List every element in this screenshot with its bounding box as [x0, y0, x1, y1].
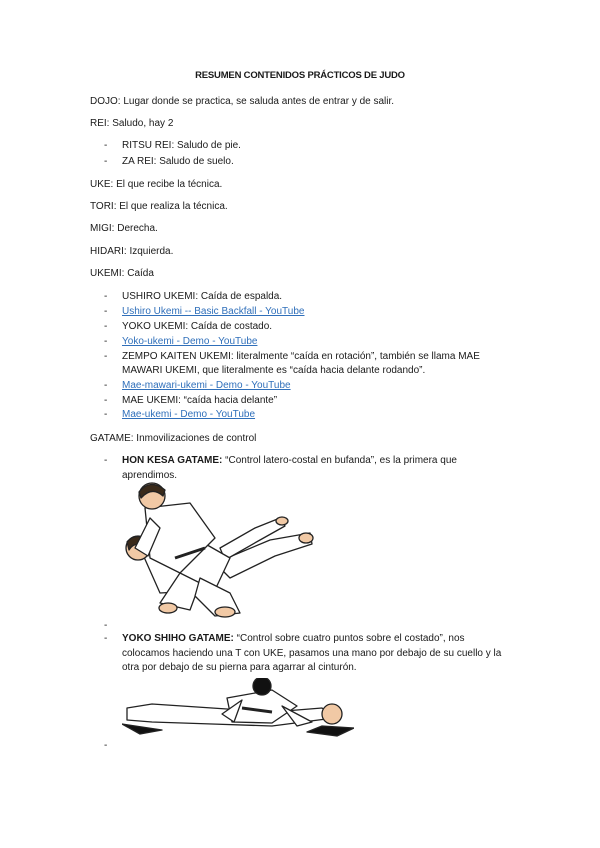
list-dash: - — [104, 455, 108, 466]
yoko-shiho-gatame-item — [122, 632, 502, 676]
tori-definition: TORI: El que realiza la técnica. — [90, 201, 228, 212]
list-dash: - — [104, 380, 108, 391]
list-dash: - — [104, 409, 108, 420]
link-ushiro-ukemi-video[interactable]: Ushiro Ukemi -- Basic Backfall - YouTube — [122, 306, 305, 317]
list-dash: - — [104, 395, 108, 406]
link-mae-ukemi-video[interactable]: Mae-ukemi - Demo - YouTube — [122, 409, 256, 420]
migi-definition: MIGI: Derecha. — [90, 223, 158, 234]
ukemi-item-mae: MAE UKEMI: “caída hacia delante” — [122, 395, 278, 406]
ukemi-item-zempo-line2: MAWARI UKEMI, que literalmente es “caída hacia delante rodando”. — [122, 365, 426, 376]
list-dash: - — [104, 306, 108, 317]
link-mae-mawari-ukemi-video[interactable]: Mae-mawari-ukemi - Demo - YouTube — [122, 380, 291, 391]
ukemi-definition: UKEMI: Caída — [90, 268, 154, 279]
ukemi-item-ushiro: USHIRO UKEMI: Caída de espalda. — [122, 291, 283, 302]
page-title: RESUMEN CONTENIDOS PRÁCTICOS DE JUDO — [195, 70, 405, 81]
yoko-shiho-gatame-label: YOKO SHIHO GATAME: — [122, 633, 234, 644]
gatame-definition: GATAME: Inmovilizaciones de control — [90, 433, 257, 444]
list-dash: - — [104, 291, 108, 302]
list-dash: - — [104, 351, 108, 362]
yoko-shiho-gatame-text: “Control sobre cuatro puntos sobre el costado”, nos colocamos haciendo una T con UKE, pasamos una mano por debajo de su cuello y la otra por debajo de su pierna para agarrar al cinturón. — [122, 633, 502, 673]
hon-kesa-gatame-label: HON KESA GATAME: — [122, 455, 223, 466]
list-dash: - — [104, 321, 108, 332]
uke-definition: UKE: El que recibe la técnica. — [90, 179, 223, 190]
rei-definition: REI: Saludo, hay 2 — [90, 118, 174, 129]
hon-kesa-gatame-illustration — [120, 478, 315, 618]
ukemi-item-yoko: YOKO UKEMI: Caída de costado. — [122, 321, 273, 332]
rei-item-za: ZA REI: Saludo de suelo. — [122, 156, 234, 167]
list-dash: - — [104, 740, 108, 751]
list-dash: - — [104, 336, 108, 347]
rei-item-ritsu: RITSU REI: Saludo de pie. — [122, 140, 241, 151]
list-dash: - — [104, 156, 108, 167]
hon-kesa-gatame-text: “Control latero-costal en bufanda”, es la primera que aprendimos. — [122, 455, 457, 481]
list-dash: - — [104, 620, 108, 631]
list-dash: - — [104, 140, 108, 151]
yoko-shiho-gatame-illustration — [122, 678, 354, 740]
list-dash: - — [104, 633, 108, 644]
ukemi-item-zempo-line1: ZEMPO KAITEN UKEMI: literalmente “caída en rotación”, también se llama MAE — [122, 351, 480, 362]
link-yoko-ukemi-video[interactable]: Yoko-ukemi - Demo - YouTube — [122, 336, 258, 347]
dojo-definition: DOJO: Lugar donde se practica, se saluda antes de entrar y de salir. — [90, 96, 395, 107]
hidari-definition: HIDARI: Izquierda. — [90, 246, 174, 257]
